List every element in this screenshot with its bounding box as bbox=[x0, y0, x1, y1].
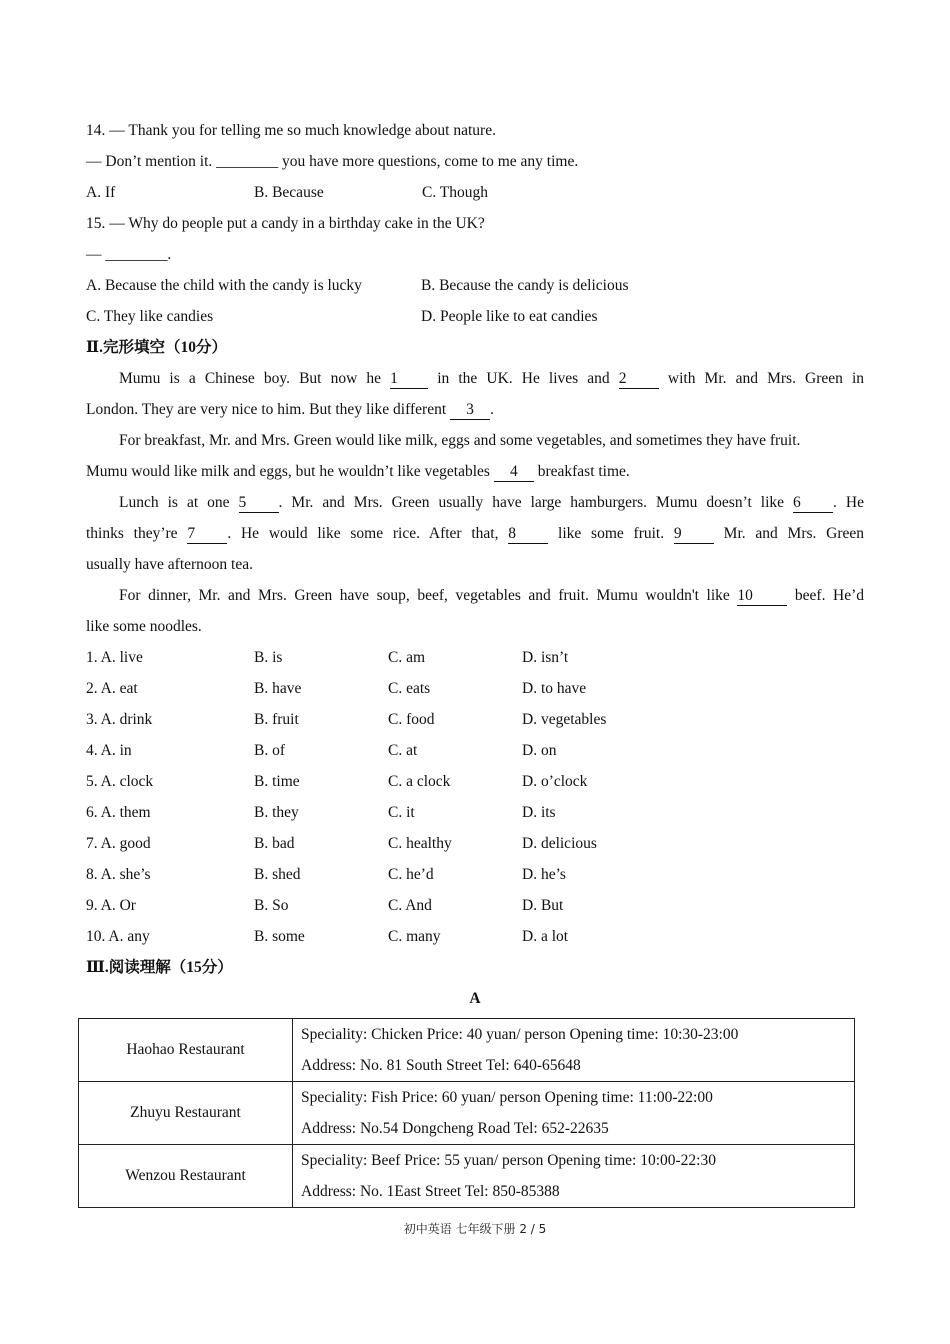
blank-3: 3 bbox=[450, 401, 490, 420]
cloze-p2-line1: For breakfast, Mr. and Mrs. Green would like milk, eggs and some vegetables, and sometimes they have fruit. bbox=[119, 432, 801, 449]
cloze-p3-line2: thinks they’re 7 . He would like some rice. After that, 8 like some fruit. 9 Mr. and Mrs. Green bbox=[86, 525, 865, 542]
restaurant-info: Speciality: Beef Price: 55 yuan/ person Opening time: 10:00-22:30 Address: No. 1East Street Tel: 850-85388 bbox=[293, 1145, 855, 1208]
cloze-option-row: 5. A. clock B. time C. a clock D. o’clock bbox=[86, 773, 588, 790]
cloze-option-row: 6. A. them B. they C. it D. its bbox=[86, 804, 556, 821]
reading-heading: Ⅲ.阅读理解（15分） bbox=[86, 959, 233, 976]
blank-9: 9 bbox=[674, 525, 714, 544]
table-row bbox=[79, 1019, 855, 1082]
q14-reply: — Don’t mention it. ________ you have more questions, come to me any time. bbox=[86, 153, 579, 170]
restaurant-name: Haohao Restaurant bbox=[79, 1019, 293, 1082]
restaurant-info: Speciality: Chicken Price: 40 yuan/ person Opening time: 10:30-23:00 Address: No. 81 South Street Tel: 640-65648 bbox=[293, 1019, 855, 1082]
q15-options-row1 bbox=[86, 270, 864, 301]
cloze-p1-line2: London. They are very nice to him. But they like different 3 . bbox=[86, 401, 494, 418]
q15-reply: — ________. bbox=[86, 246, 172, 263]
q15-stem: 15. — Why do people put a candy in a birthday cake in the UK? bbox=[86, 215, 485, 232]
cloze-option-row: 3. A. drink B. fruit C. food D. vegetables bbox=[86, 711, 607, 728]
cloze-p4-line1: For dinner, Mr. and Mrs. Green have soup, beef, vegetables and fruit. Mumu wouldn't like 10 beef. He’d bbox=[119, 587, 864, 604]
cloze-option-row: 1. A. live B. is C. am D. isn’t bbox=[86, 649, 569, 666]
cloze-heading: Ⅱ.完形填空（10分） bbox=[86, 339, 227, 356]
blank-8: 8 bbox=[508, 525, 548, 544]
restaurant-name: Wenzou Restaurant bbox=[79, 1145, 293, 1208]
blank-5: 5 bbox=[239, 494, 279, 513]
page-footer: 初中英语 七年级下册 2 / 5 bbox=[403, 1222, 547, 1236]
q15-option-b: B. Because the candy is delicious bbox=[421, 277, 629, 294]
blank-4: 4 bbox=[494, 463, 534, 482]
q14-stem: 14. — Thank you for telling me so much knowledge about nature. bbox=[86, 122, 496, 139]
restaurant-table bbox=[78, 1018, 855, 1208]
blank-10: 10 bbox=[737, 587, 787, 606]
cloze-option-row: 8. A. she’s B. shed C. he’d D. he’s bbox=[86, 866, 566, 883]
cloze-p4-line2: like some noodles. bbox=[86, 618, 202, 635]
q14-options bbox=[86, 177, 864, 208]
cloze-option-row: 9. A. Or B. So C. And D. But bbox=[86, 897, 564, 914]
q15-option-c: C. They like candies bbox=[86, 308, 214, 325]
q15-option-a: A. Because the child with the candy is lucky bbox=[86, 277, 362, 294]
cloze-p1-line1: Mumu is a Chinese boy. But now he 1 in the UK. He lives and 2 with Mr. and Mrs. Green in bbox=[119, 370, 865, 387]
q14-option-c: C. Though bbox=[422, 184, 489, 201]
restaurant-name: Zhuyu Restaurant bbox=[79, 1082, 293, 1145]
q15-option-d: D. People like to eat candies bbox=[421, 308, 598, 325]
blank-1: 1 bbox=[390, 370, 428, 389]
blank-7: 7 bbox=[187, 525, 227, 544]
q14-option-a: A. If bbox=[86, 184, 116, 201]
q14-option-b: B. Because bbox=[254, 184, 324, 201]
exam-page bbox=[86, 115, 864, 1014]
blank-6: 6 bbox=[793, 494, 833, 513]
cloze-option-row: 4. A. in B. of C. at D. on bbox=[86, 742, 557, 759]
table-row bbox=[79, 1082, 855, 1145]
restaurant-info: Speciality: Fish Price: 60 yuan/ person Opening time: 11:00-22:00 Address: No.54 Dongcheng Road Tel: 652-22635 bbox=[293, 1082, 855, 1145]
reading-section-title: A bbox=[469, 990, 481, 1007]
cloze-option-row: 7. A. good B. bad C. healthy D. delicious bbox=[86, 835, 597, 852]
cloze-option-row: 10. A. any B. some C. many D. a lot bbox=[86, 928, 569, 945]
table-row bbox=[79, 1145, 855, 1208]
q15-options-row2 bbox=[86, 301, 864, 332]
cloze-p2-line2: Mumu would like milk and eggs, but he wouldn’t like vegetables 4 breakfast time. bbox=[86, 463, 630, 480]
cloze-option-row: 2. A. eat B. have C. eats D. to have bbox=[86, 680, 587, 697]
blank-2: 2 bbox=[619, 370, 659, 389]
cloze-p3-line3: usually have afternoon tea. bbox=[86, 556, 253, 573]
cloze-p3-line1: Lunch is at one 5 . Mr. and Mrs. Green usually have large hamburgers. Mumu doesn’t like 6 . He bbox=[119, 494, 864, 511]
